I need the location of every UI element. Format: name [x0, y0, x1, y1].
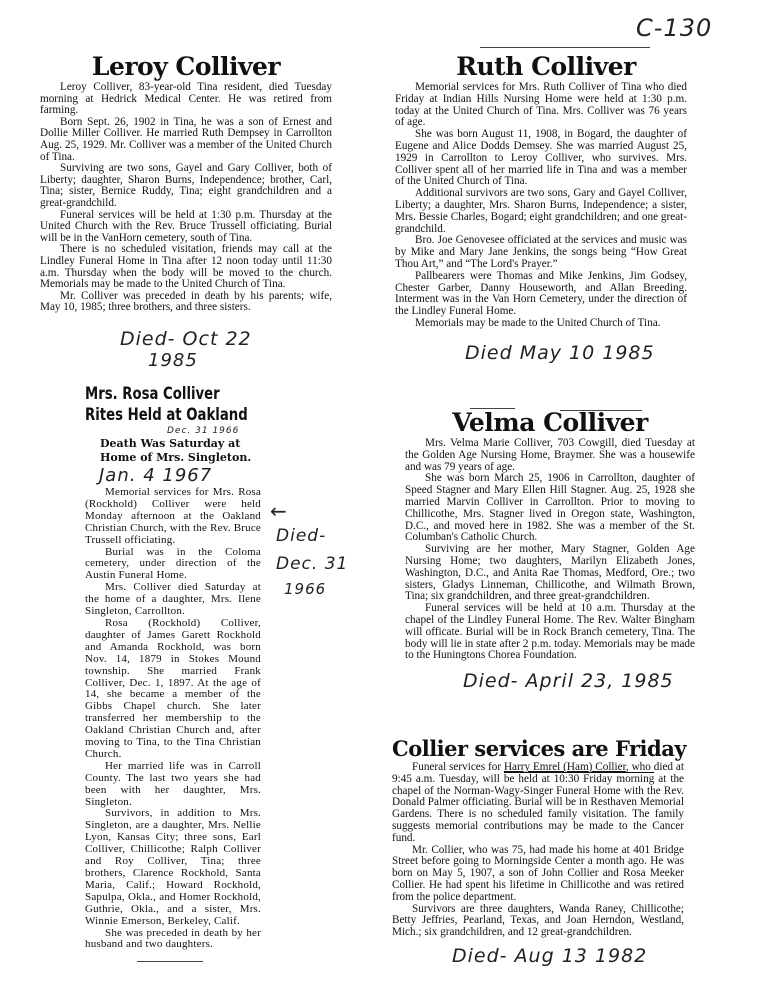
paragraph: Memorials may be made to the United Church of Tina. [415, 316, 661, 329]
obituary-title: Velma Colliver [452, 408, 648, 437]
handwritten-died-label: Died- [276, 526, 327, 546]
handwritten-death-date: Died- Aug 13 1982 [452, 944, 648, 967]
paragraph: She was born August 11, 1908, in Bogard, the daughter of Eugene and Alice Dodds Demsey. She was married August 25, 1929 in Carrollton to Leroy Colliver, who survives. Mrs. Colliver spent all of her married life in Tina and was a member of the United Church of Tina. [395, 128, 687, 188]
obituary-body [405, 438, 695, 662]
obituary-ruth-colliver [395, 52, 687, 364]
headline-line-1: Mrs. Rosa Colliver [85, 384, 220, 404]
obituary-body [395, 82, 687, 330]
paragraph: Bro. Joe Genovesee officiated at the services and music was by Mike and Mary Jane Jenkins, the songs being “How Great Thou Art,” and “The Lord's Prayer.” [395, 234, 687, 270]
text: , who died at 9:45 a.m. Tuesday, will [392, 761, 684, 785]
paragraph: Mrs. Colliver died Saturday at the home of a daughter, Mrs. Ilene Singleton, Carrollton. [85, 581, 261, 618]
obituary-body [392, 762, 684, 939]
page-label-handwritten: C-130 [636, 14, 713, 42]
handwritten-death-year: 1966 [284, 580, 327, 598]
obituary-title: Collier services are Friday [392, 736, 687, 761]
handwritten-death-date: Dec. 31 [276, 554, 349, 574]
paragraph: Survivors are three daughters, Wanda Raney, Chillicothe; Betty Jeffries, Pearland, Texas, and Joan Herndon, Westland, Mich.; six grandchildren, and 12 great-grandchildren. [392, 902, 684, 939]
paragraph: Rosa (Rockhold) Colliver, daughter of James Garett Rockhold and Amanda Rockhold, was born Nov. 14, 1879 in Stokes Mound township. She married Frank Colliver, Dec. 1, 1897. At the age of 14, she became a member of the Gibbs Chapel church. She later transferred her membership to the Oakland Christian Church and, after moving to Tina, to the Tina Christian Church. [85, 616, 261, 760]
obituary-velma-colliver [405, 408, 695, 692]
paragraph: Additional survivors are two sons, Gary and Gayel Colliver, Liberty; a daughter, Mrs. Sharon Burns, Independence; a sister, Mrs. Bessie Charles, Bogard; eight grandchildren; and one great-grandchild. [395, 187, 687, 235]
underlined-name: Harry Emrel (Ham) Collier [503, 761, 626, 773]
obituary-body [40, 82, 332, 314]
headline-line-2: Rites Held at Oakland [85, 405, 248, 425]
paragraph: Her married life was in Carroll County. The last two years she had been with her daughter, Mrs. Singleton. [85, 759, 261, 808]
paragraph: Memorial services for Mrs. Ruth Colliver of Tina who died Friday at Indian Hills Nursing Home were held at 1:30 p.m. today at the United Church of Tina. Mrs. Colliver was 76 years of age. [395, 81, 687, 129]
paragraph: She was preceded in death by her husband and two daughters. [85, 926, 261, 951]
marked-text: be held at 10:30 Friday morning [503, 772, 655, 785]
handwritten-death-date: Died May 10 1985 [465, 341, 655, 364]
text: at the chapel of the Norman-Wagy-Singer Funeral Home with the Rev. Donald Palmer officiating. Burial will be in Resthaven Memorial Gardens. There is no scheduled family visitation. The family suggests memorial contributions may be made to the Cancer fund. [392, 772, 685, 844]
handwritten-date-small: Dec. 31 1966 [167, 426, 240, 436]
handwritten-death-date: Died- Oct 22 [120, 327, 252, 350]
obituary-rosa-colliver [85, 384, 261, 962]
arrow-left-icon: ← [270, 499, 288, 523]
paragraph: Born Sept. 26, 1902 in Tina, he was a son of Ernest and Dollie Miller Colliver. He married Ruth Dempsey in Carrollton Aug. 25, 1929. Mr. Colliver was a member of the United Church of Tina. [40, 115, 332, 163]
text: Funeral services for [412, 761, 504, 773]
paragraph: Funeral services will be held at 10 a.m. Thursday at the chapel of the Lindley Funeral Home. The Rev. Walter Bingham will officate. Burial will be in Rock Branch cemetery, Tina. The body will lie in state after 2 p.m. today. Memorials may be made to the Huningtons Chorea Foundation. [405, 602, 695, 662]
obituary-title: Leroy Colliver [91, 52, 281, 81]
paragraph: There is no scheduled visitation, friends may call at the Lindley Funeral Home in Tina after 12 noon today until 11:30 a.m. Thursday when the body will be moved to the church. Memorials may be made to the United Church of Tina. [40, 243, 332, 291]
paragraph: Mr. Colliver was preceded in death by his parents; wife, May 10, 1985; three brothers, and three sisters. [40, 289, 332, 314]
paragraph: Mrs. Velma Marie Colliver, 703 Cowgill, died Tuesday at the Golden Age Nursing Home, Braymer. She was a housewife and was 79 years of age. [405, 437, 695, 473]
obituary-body [85, 487, 261, 951]
divider [480, 47, 650, 48]
paragraph: Surviving are her mother, Mary Stagner, Golden Age Nursing Home; two daughters, Marilyn Elizabeth Jones, Washington, D.C., and Anita Rae Thomas, Medford, Ore.; two sisters, Gladys Linneman, Chillicothe, and Wilmath Brown, Tina; six grandchildren, and three great-grandchildren. [405, 543, 695, 603]
paragraph: Burial was in the Coloma cemetery, under direction of the Austin Funeral Home. [85, 545, 261, 582]
obituary-title: Ruth Colliver [456, 52, 636, 81]
handwritten-date-large: Jan. 4 1967 [99, 465, 213, 486]
subheadline-line-1: Death Was Saturday at [100, 437, 241, 450]
subheadline-line-2: Home of Mrs. Singleton. [100, 451, 252, 464]
paragraph: Pallbearers were Thomas and Mike Jenkins, Jim Godsey, Chester Garber, Danny Houseworth, and Allan Breeding. Interment was in the Van Horn Cemetery, under the direction of the Lindley Funeral Home. [395, 269, 687, 318]
paragraph: Leroy Colliver, 83-year-old Tina resident, died Tuesday morning at Hedrick Medical Center. He was retired from farming. [40, 81, 332, 117]
paragraph: Surviving are two sons, Gayel and Gary Colliver, both of Liberty; daughter, Sharon Burns, Independence; brother, Carl, Tina; sister, Bernice Ruddy, Tina; eight grandchildren and a great-grandchild. [40, 162, 332, 209]
handwritten-death-year: 1985 [148, 349, 198, 371]
obituary-harry-collier [392, 736, 687, 967]
paragraph: Funeral services will be held at 1:30 p.m. Thursday at the United Church with the Rev. Bruce Trussell officiating. Burial will be in the VanHorn cemetery, south of Tina. [40, 208, 332, 244]
paragraph [392, 762, 684, 845]
divider [137, 961, 203, 962]
handwritten-death-date: Died- April 23, 1985 [463, 670, 674, 693]
obituary-leroy-colliver [40, 52, 332, 372]
paragraph: Memorial services for Mrs. Rosa (Rockhold) Colliver were held Monday afternoon at the Oakland Christian Church, with the Rev. Bruce Trussell officiating. [85, 486, 261, 546]
paragraph: Mr. Collier, who was 75, had made his home at 401 Bridge Street before going to Morningside Center a month ago. He was born on May 5, 1907, a son of John Collier and Rosa Meeker Collier. He had spent his lifetime in Chillicothe and was retired from the police department. [392, 843, 684, 903]
paragraph: Survivors, in addition to Mrs. Singleton, are a daughter, Mrs. Nellie Lyon, Kansas City; three sons, Earl Colliver, Chillicothe; Ralph Colliver and Roy Colliver, Tina; three brothers, Clarence Rockhold, Santa Maria, Calif.; Howard Rockhold, Sapulpa, Okla., and Homer Rockhold, Guthrie, Okla., and a sister, Mrs. Winnie Emerson, Berkeley, Calif. [85, 807, 261, 927]
paragraph: She was born March 25, 1906 in Carrollton, daughter of Speed Stagner and Mary Ellen Hill Stagner. Aug. 25, 1928 she married Marvin Colliver in Carrollton. Prior to moving to Chillicothe, Mrs. Stagner lived in Oregon state, Washington, D.C., and moved here in 1982. She was a member of the St. Columban's Catholic Church. [405, 472, 695, 544]
